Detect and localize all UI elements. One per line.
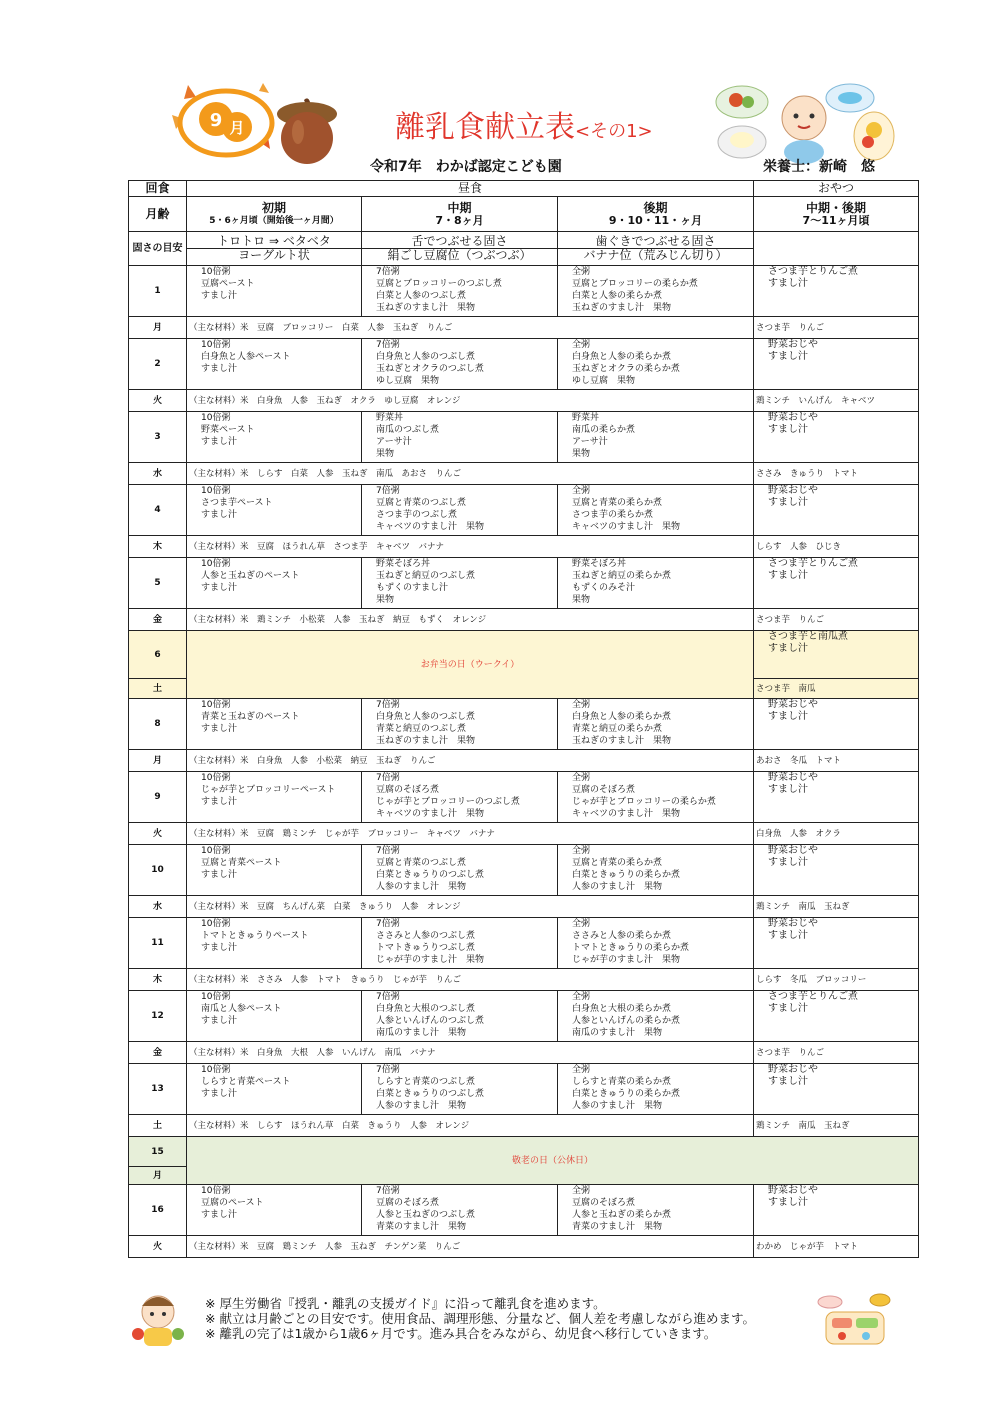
materials-row [129, 896, 919, 918]
notes [205, 1296, 755, 1341]
early-menu: 10倍粥 しらすと青菜ペースト すまし汁 [187, 1064, 362, 1115]
materials-row [129, 1042, 919, 1064]
materials-row [129, 390, 919, 412]
day-number: 16 [129, 1185, 187, 1236]
snack-materials: 白身魚 人参 オクラ [754, 823, 919, 845]
materials: （主な材料）米 鶏ミンチ 小松菜 人参 玉ねぎ 納豆 もずく オレンジ [187, 609, 754, 631]
baby-food-illustration-icon [712, 78, 897, 166]
materials-row [129, 1115, 919, 1137]
weekday: 土 [129, 679, 187, 699]
day-number: 8 [129, 699, 187, 750]
day-number: 6 [129, 631, 187, 679]
table-row [129, 558, 919, 609]
materials: （主な材料）米 しらす ほうれん草 白菜 きゅうり 人参 オレンジ [187, 1115, 754, 1137]
snack-materials: 鶏ミンチ 南瓜 玉ねぎ [754, 896, 919, 918]
snack-menu: 野菜おじや すまし汁 [754, 1185, 919, 1236]
day-number: 1 [129, 266, 187, 317]
middle-menu: 7倍粥 ささみと人参のつぶし煮 トマトきゅうりつぶし煮 じゃが芋のすまし汁 果物 [362, 918, 558, 969]
snack-menu: 野菜おじや すまし汁 [754, 339, 919, 390]
svg-text:月: 月 [229, 119, 245, 137]
snack-menu: 野菜おじや すまし汁 [754, 918, 919, 969]
svg-text:9: 9 [209, 110, 223, 131]
texture-middle-1: 舌でつぶせる固さ [362, 235, 557, 249]
snack-materials: しらす 人参 ひじき [754, 536, 919, 558]
late-menu: 全粥 豆腐と青菜の柔らか煮 さつま芋の柔らか煮 キャベツのすまし汁 果物 [558, 485, 754, 536]
snack-materials: さつま芋 りんご [754, 317, 919, 339]
texture-late-2: バナナ位（荒みじん切り） [583, 248, 728, 262]
late-menu: 全粥 豆腐のそぼろ煮 じゃが芋とブロッコリーの柔らか煮 キャベツのすまし汁 果物 [558, 772, 754, 823]
middle-menu: 7倍粥 白身魚と大根のつぶし煮 人参といんげんのつぶし煮 南瓜のすまし汁 果物 [362, 991, 558, 1042]
acorn-icon [272, 96, 342, 168]
materials-row [129, 463, 919, 485]
materials: （主な材料）米 豆腐 ほうれん草 さつま芋 キャベツ バナナ [187, 536, 754, 558]
snack-materials: ささみ きゅうり トマト [754, 463, 919, 485]
snack-menu: さつま芋と南瓜煮 すまし汁 [754, 631, 919, 679]
materials: （主な材料）米 豆腐 鶏ミンチ じゃが芋 ブロッコリー キャベツ バナナ [187, 823, 754, 845]
snack-materials: しらす 冬瓜 ブロッコリー [754, 969, 919, 991]
middle-menu: 7倍粥 白身魚と人参のつぶし煮 青菜と納豆のつぶし煮 玉ねぎのすまし汁 果物 [362, 699, 558, 750]
weekday: 月 [129, 1167, 187, 1185]
page-title: 離乳食献立表<その1> [395, 110, 653, 145]
early-menu: 10倍粥 豆腐ペースト すまし汁 [187, 266, 362, 317]
day-number: 13 [129, 1064, 187, 1115]
holiday-cell: 敬老の日（公休日） [187, 1137, 919, 1185]
table-row [129, 1185, 919, 1236]
table-row [129, 339, 919, 390]
table-row [129, 485, 919, 536]
title-sub: <その1> [575, 121, 653, 142]
snack-materials: 鶏ミンチ 南瓜 玉ねぎ [754, 1115, 919, 1137]
middle-menu: 7倍粥 豆腐のそぼろ煮 人参と玉ねぎのつぶし煮 青菜のすまし汁 果物 [362, 1185, 558, 1236]
middle-menu: 7倍粥 豆腐と青菜のつぶし煮 さつま芋のつぶし煮 キャベツのすまし汁 果物 [362, 485, 558, 536]
materials-row [129, 969, 919, 991]
late-menu: 全粥 豆腐のそぼろ煮 人参と玉ねぎの柔らか煮 青菜のすまし汁 果物 [558, 1185, 754, 1236]
snack-materials: さつま芋 りんご [754, 1042, 919, 1064]
late-menu: 全粥 豆腐と青菜の柔らか煮 白菜ときゅうりの柔らか煮 人参のすまし汁 果物 [558, 845, 754, 896]
weekday: 月 [129, 750, 187, 772]
table-row [129, 631, 919, 679]
meal-label: 回食 [129, 181, 187, 197]
snack-header: おやつ [754, 181, 919, 197]
day-number: 3 [129, 412, 187, 463]
snack-stage-sub: 7～11ヶ月頃 [802, 213, 870, 227]
snack-materials: 鶏ミンチ いんげん キャベツ [754, 390, 919, 412]
late-menu: 全粥 白身魚と人参の柔らか煮 玉ねぎとオクラの柔らか煮 ゆし豆腐 果物 [558, 339, 754, 390]
materials: （主な材料）米 豆腐 ブロッコリー 白菜 人参 玉ねぎ りんご [187, 317, 754, 339]
day-number: 4 [129, 485, 187, 536]
middle-header [362, 197, 558, 232]
snack-menu: 野菜おじや すまし汁 [754, 412, 919, 463]
middle-menu: 7倍粥 しらすと青菜のつぶし煮 白菜ときゅうりのつぶし煮 人参のすまし汁 果物 [362, 1064, 558, 1115]
snack-stage-header [754, 197, 919, 232]
early-menu: 10倍粥 青菜と玉ねぎのペースト すまし汁 [187, 699, 362, 750]
early-menu: 10倍粥 トマトときゅうりペースト すまし汁 [187, 918, 362, 969]
materials-row [129, 1236, 919, 1258]
meal-tray-illustration-icon [808, 1290, 898, 1346]
texture-late [558, 232, 754, 266]
materials-row [129, 823, 919, 845]
snack-menu: 野菜おじや すまし汁 [754, 485, 919, 536]
snack-menu: さつま芋とりんご煮 すまし汁 [754, 266, 919, 317]
materials-row [129, 609, 919, 631]
late-menu: 全粥 豆腐とブロッコリーの柔らか煮 白菜と人参の柔らか煮 玉ねぎのすまし汁 果物 [558, 266, 754, 317]
late-stage-sub: 9・10・11・ヶ月 [608, 213, 703, 227]
middle-menu: 7倍粥 白身魚と人参のつぶし煮 玉ねぎとオクラのつぶし煮 ゆし豆腐 果物 [362, 339, 558, 390]
late-menu: 野菜そぼろ丼 玉ねぎと納豆の柔らか煮 もずくのみそ汁 果物 [558, 558, 754, 609]
early-menu: 10倍粥 白身魚と人参ペースト すまし汁 [187, 339, 362, 390]
snack-menu: さつま芋とりんご煮 すまし汁 [754, 558, 919, 609]
materials: （主な材料）米 豆腐 鶏ミンチ 人参 玉ねぎ チンゲン菜 りんご [187, 1236, 754, 1258]
middle-menu: 7倍粥 豆腐のそぼろ煮 じゃが芋とブロッコリーのつぶし煮 キャベツのすまし汁 果物 [362, 772, 558, 823]
table-row [129, 1137, 919, 1167]
materials: （主な材料）米 ささみ 人参 トマト きゅうり じゃが芋 りんご [187, 969, 754, 991]
early-menu: 10倍粥 野菜ペースト すまし汁 [187, 412, 362, 463]
texture-early-2: ヨーグルト状 [238, 248, 310, 262]
middle-menu: 野菜そぼろ丼 玉ねぎと納豆のつぶし煮 もずくのすまし汁 果物 [362, 558, 558, 609]
note-item: ※ 献立は月齢ごとの目安です。使用食品、調理形態、分量など、個人差を考慮しながら進めます。 [205, 1311, 755, 1326]
texture-middle [362, 232, 558, 266]
age-label: 月齢 [129, 197, 187, 232]
early-stage-sub: 5・6ヶ月頃（開始後一ヶ月間） [209, 215, 339, 226]
texture-late-1: 歯ぐきでつぶせる固さ [558, 235, 753, 249]
texture-early-1: トロトロ ⇒ ベタベタ [187, 235, 361, 249]
weekday: 土 [129, 1115, 187, 1137]
snack-menu: 野菜おじや すまし汁 [754, 699, 919, 750]
early-menu: 10倍粥 豆腐のペースト すまし汁 [187, 1185, 362, 1236]
weekday: 木 [129, 536, 187, 558]
weekday: 水 [129, 463, 187, 485]
late-menu: 全粥 白身魚と人参の柔らか煮 青菜と納豆の柔らか煮 玉ねぎのすまし汁 果物 [558, 699, 754, 750]
table-row [129, 845, 919, 896]
table-row [129, 991, 919, 1042]
day-number: 5 [129, 558, 187, 609]
late-menu: 全粥 ささみと人参の柔らか煮 トマトときゅうりの柔らか煮 じゃが芋のすまし汁 果物 [558, 918, 754, 969]
weekday: 金 [129, 609, 187, 631]
early-menu: 10倍粥 豆腐と青菜ペースト すまし汁 [187, 845, 362, 896]
snack-materials: さつま芋 りんご [754, 609, 919, 631]
middle-menu: 野菜丼 南瓜のつぶし煮 アーサ汁 果物 [362, 412, 558, 463]
menu-table [128, 180, 919, 1258]
table-row [129, 266, 919, 317]
snack-menu: 野菜おじや すまし汁 [754, 1064, 919, 1115]
weekday: 水 [129, 896, 187, 918]
late-menu: 野菜丼 南瓜の柔らか煮 アーサ汁 果物 [558, 412, 754, 463]
materials: （主な材料）米 白身魚 人参 玉ねぎ オクラ ゆし豆腐 オレンジ [187, 390, 754, 412]
middle-stage-sub: 7・8ヶ月 [435, 213, 484, 227]
early-stage: 初期 [261, 200, 286, 215]
middle-menu: 7倍粥 豆腐と青菜のつぶし煮 白菜ときゅうりのつぶし煮 人参のすまし汁 果物 [362, 845, 558, 896]
materials: （主な材料）米 白身魚 大根 人参 いんげん 南瓜 バナナ [187, 1042, 754, 1064]
snack-materials: さつま芋 南瓜 [754, 679, 919, 699]
event-cell: お弁当の日（ウークイ） [187, 631, 754, 699]
texture-snack [754, 232, 919, 266]
materials: （主な材料）米 豆腐 ちんげん菜 白菜 きゅうり 人参 オレンジ [187, 896, 754, 918]
early-menu: 10倍粥 南瓜と人参ペースト すまし汁 [187, 991, 362, 1042]
note-item: ※ 離乳の完了は1歳から1歳6ヶ月です。進み具合をみながら、幼児食へ移行していきます。 [205, 1326, 717, 1341]
materials: （主な材料）米 白身魚 人参 小松菜 納豆 玉ねぎ りんご [187, 750, 754, 772]
table-row [129, 699, 919, 750]
day-number: 10 [129, 845, 187, 896]
table-row [129, 772, 919, 823]
texture-label: 固さの目安 [129, 232, 187, 266]
note-item: ※ 厚生労働省『授乳・離乳の支援ガイド』に沿って離乳食を進めます。 [205, 1296, 606, 1311]
late-menu: 全粥 しらすと青菜の柔らか煮 白菜ときゅうりの柔らか煮 人参のすまし汁 果物 [558, 1064, 754, 1115]
weekday: 金 [129, 1042, 187, 1064]
snack-menu: さつま芋とりんご煮 すまし汁 [754, 991, 919, 1042]
early-header [187, 197, 362, 232]
snack-materials: あおさ 冬瓜 トマト [754, 750, 919, 772]
weekday: 火 [129, 390, 187, 412]
materials-row [129, 317, 919, 339]
materials-row [129, 750, 919, 772]
early-menu: 10倍粥 じゃが芋とブロッコリーペースト すまし汁 [187, 772, 362, 823]
snack-menu: 野菜おじや すまし汁 [754, 772, 919, 823]
table-row [129, 1064, 919, 1115]
snack-materials: わかめ じゃが芋 トマト [754, 1236, 919, 1258]
table-row [129, 918, 919, 969]
late-menu: 全粥 白身魚と大根の柔らか煮 人参といんげんの柔らか煮 南瓜のすまし汁 果物 [558, 991, 754, 1042]
middle-stage: 中期 [447, 200, 472, 215]
snack-stage: 中期・後期 [806, 200, 867, 215]
child-eating-illustration-icon [128, 1290, 188, 1350]
day-number: 12 [129, 991, 187, 1042]
weekday: 月 [129, 317, 187, 339]
nursery-name: 令和7年 わかば認定こども園 [370, 159, 562, 175]
snack-menu: 野菜おじや すまし汁 [754, 845, 919, 896]
weekday: 火 [129, 1236, 187, 1258]
menu-body [129, 181, 919, 1258]
weekday: 火 [129, 823, 187, 845]
nutritionist-name: 栄養士：新崎 悠 [763, 159, 875, 175]
texture-middle-2: 絹ごし豆腐位（つぶつぶ） [387, 248, 532, 262]
texture-early [187, 232, 362, 266]
day-number: 15 [129, 1137, 187, 1167]
late-header [558, 197, 754, 232]
day-number: 11 [129, 918, 187, 969]
middle-menu: 7倍粥 豆腐とブロッコリーのつぶし煮 白菜と人参のつぶし煮 玉ねぎのすまし汁 果物 [362, 266, 558, 317]
materials-row [129, 536, 919, 558]
table-row [129, 412, 919, 463]
materials: （主な材料）米 しらす 白菜 人参 玉ねぎ 南瓜 あおさ りんご [187, 463, 754, 485]
weekday: 木 [129, 969, 187, 991]
late-stage: 後期 [643, 200, 668, 215]
lunch-header: 昼食 [187, 181, 754, 197]
early-menu: 10倍粥 さつま芋ペースト すまし汁 [187, 485, 362, 536]
early-menu: 10倍粥 人参と玉ねぎのペースト すまし汁 [187, 558, 362, 609]
day-number: 9 [129, 772, 187, 823]
day-number: 2 [129, 339, 187, 390]
